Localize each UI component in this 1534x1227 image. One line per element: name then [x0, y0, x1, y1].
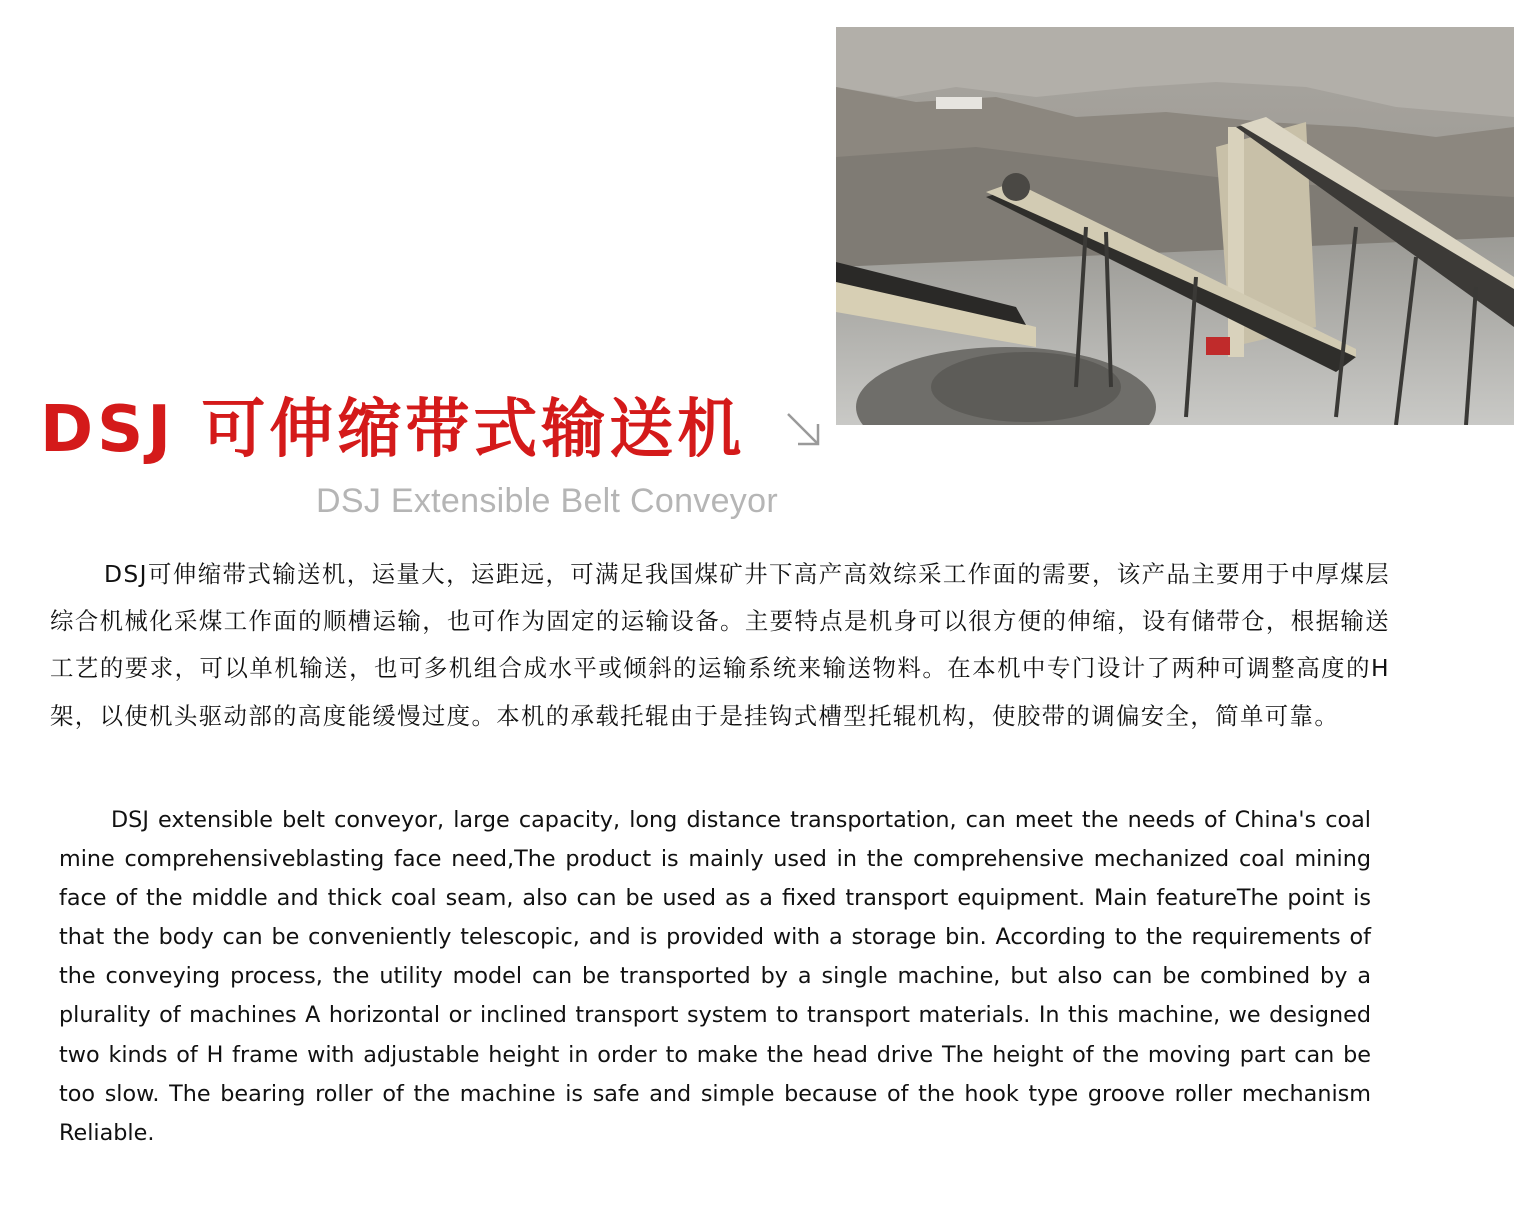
description-chinese: DSJ可伸缩带式输送机，运量大，运距远，可满足我国煤矿井下高产高效综采工作面的需要，该产品主要用于中厚煤层综合机械化采煤工作面的顺槽运输，也可作为固定的运输设备。主要特点是机身可以很方便的伸缩，设有储带仓，根据输送工艺的要求，可以单机输送，也可多机组合成水平或倾斜的运输系统来输送物料。在本机中专门设计了两种可调整高度的H架，以使机头驱动部的高度能缓慢过度。本机的承载托辊由于是挂钩式槽型托辊机构，使胶带的调偏安全，简单可靠。 — [50, 560, 1390, 730]
diagonal-down-right-arrow-icon — [784, 410, 824, 450]
conveyor-photo — [836, 27, 1514, 425]
page-subtitle: DSJ Extensible Belt Conveyor — [316, 482, 778, 520]
description-english: DSJ extensible belt conveyor, large capacity, long distance transportation, can meet the needs of China's coal mine comprehensiveblasting face need,The product is mainly used in the comprehensive mechanized coal mining face of the middle and thick coal seam, also can be used as a fixed transport equipment. Main featureThe point is that the body can be conveniently telescopic, and is provided with a storage bin. According to the requirements of the conveying process, the utility model can be transported by a single machine, but also can be combined by a plurality of machines A horizontal or inclined transport system to transport materials. In this machine, we designed two kinds of H frame with adjustable height in order to make the head drive The height of the moving part can be too slow. The bearing roller of the machine is safe and simple because of the hook type groove roller mechanism Reliable. — [59, 807, 1371, 1146]
page-title: DSJ 可伸缩带式输送机 — [40, 393, 746, 467]
